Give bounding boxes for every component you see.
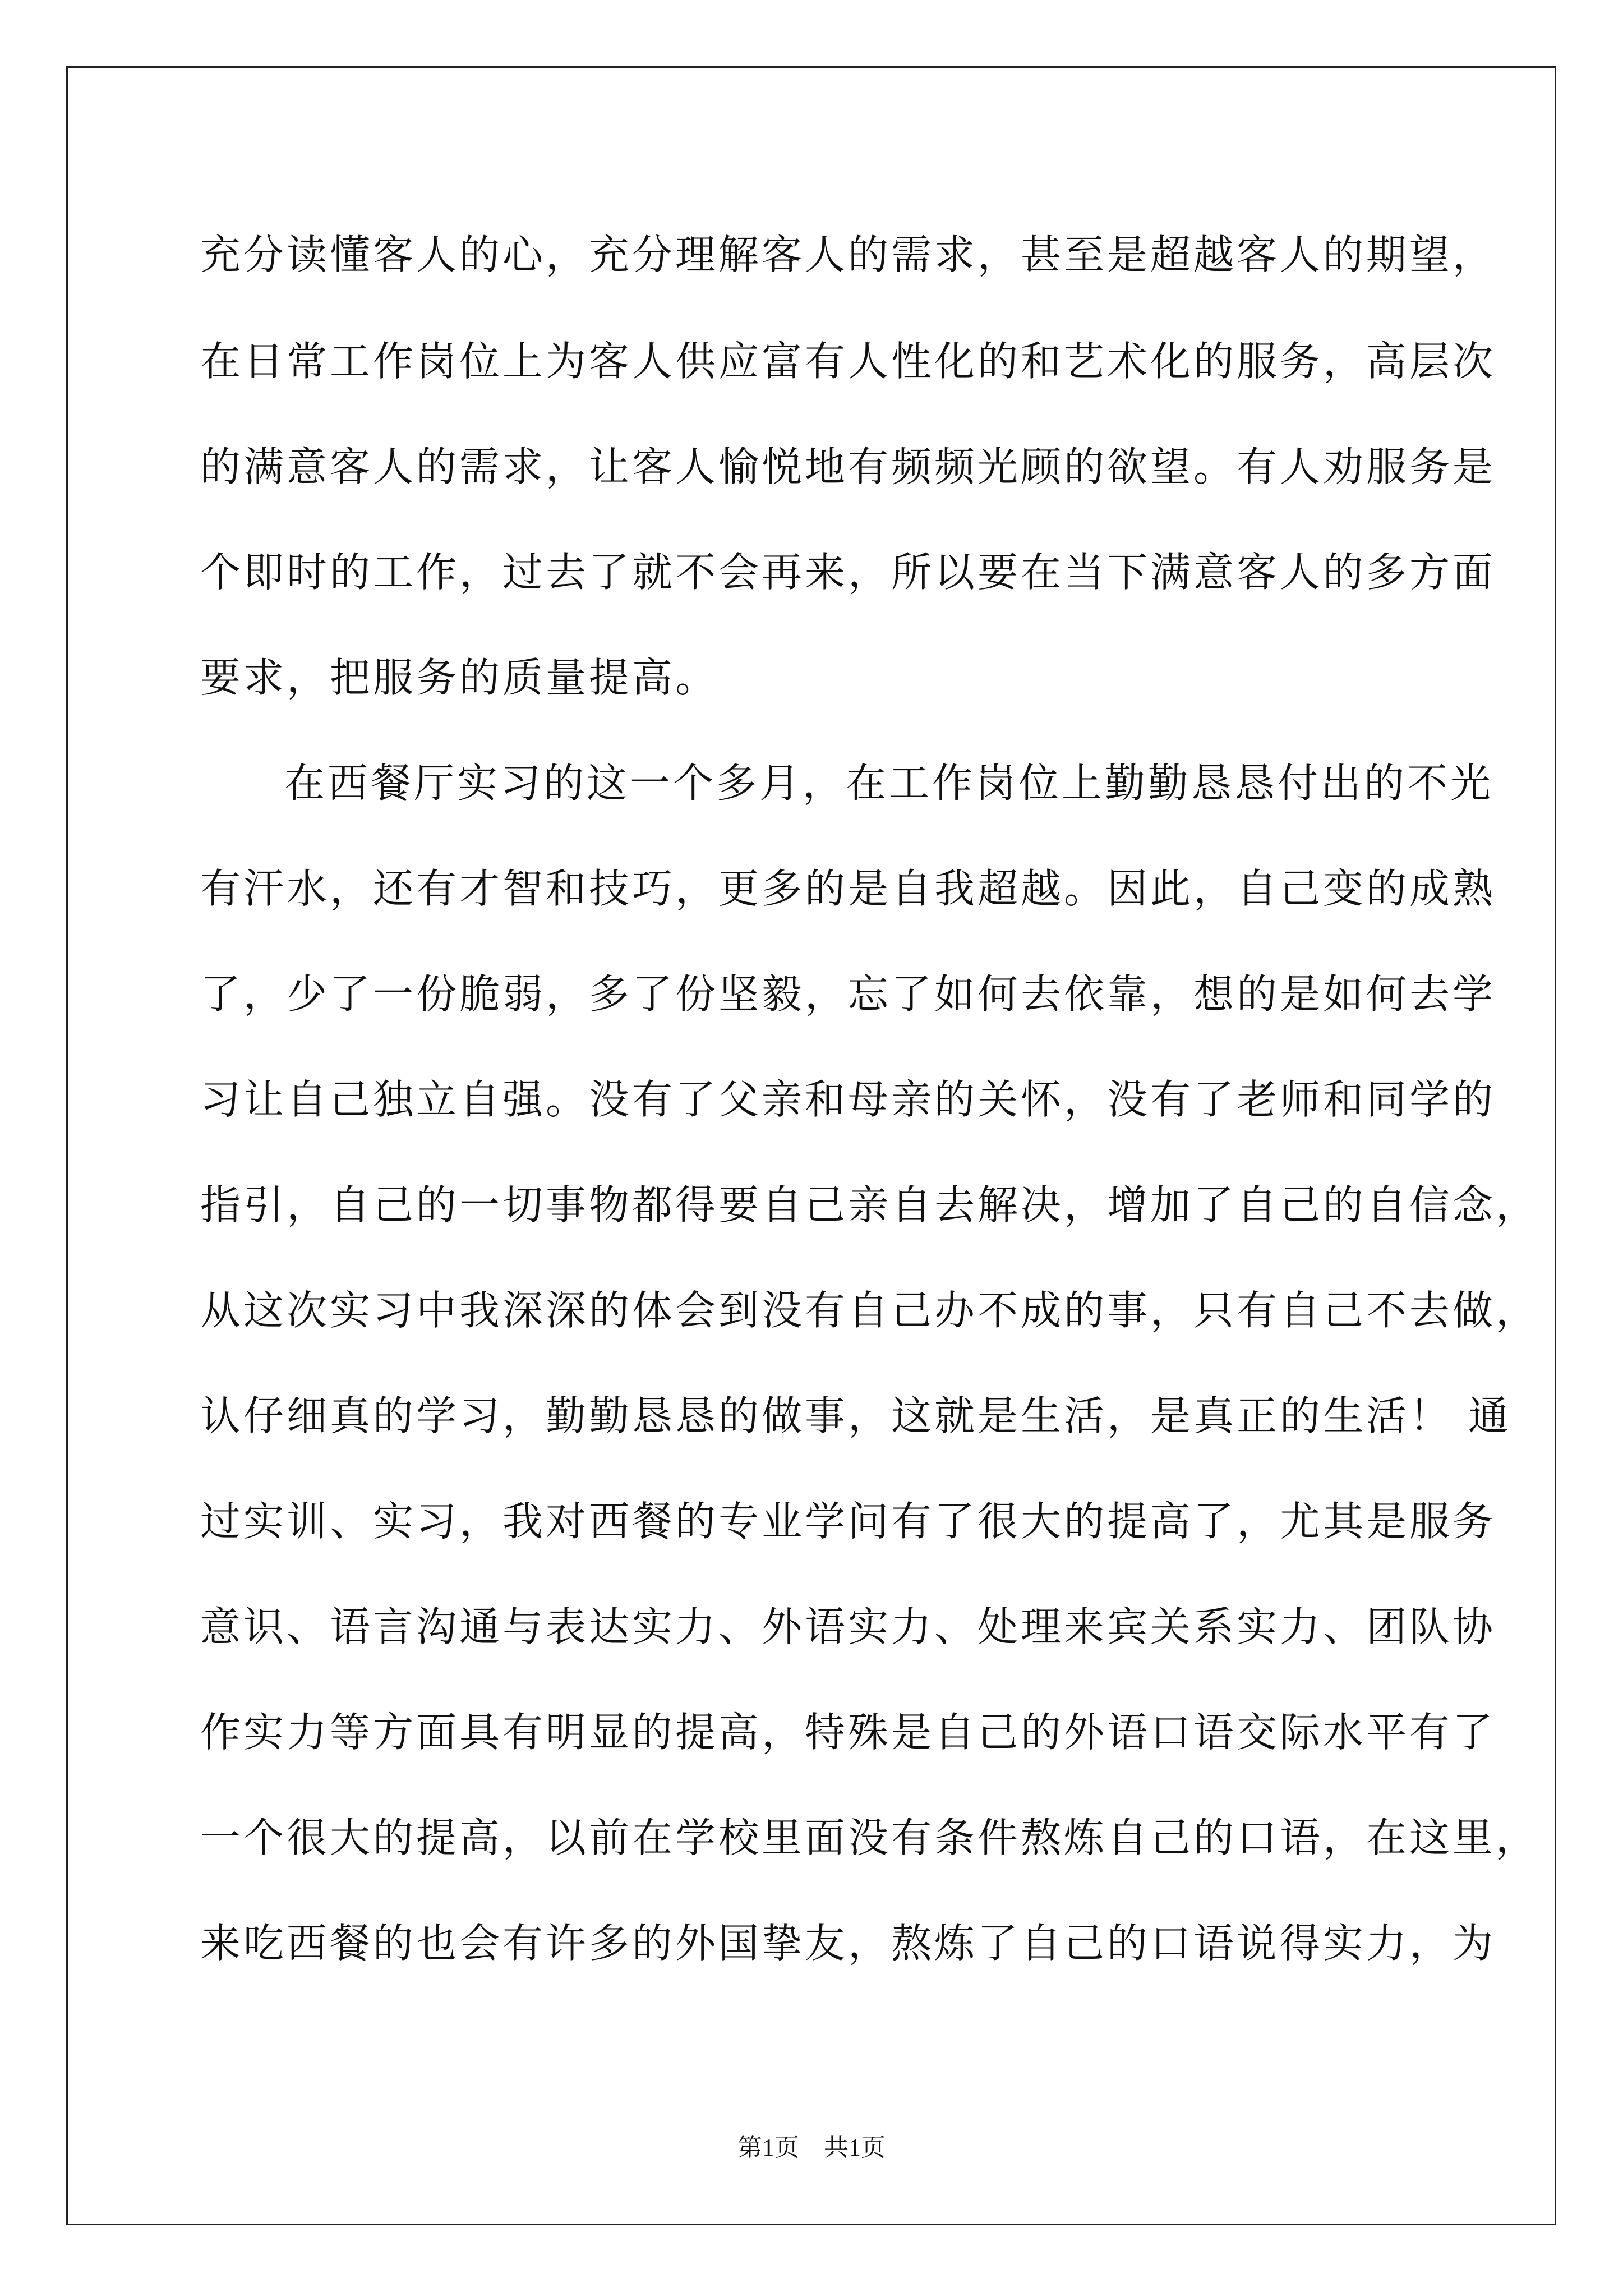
text-line: 认仔细真的学习，勤勤恳恳的做事，这就是生活，是真正的生活！ 通 [200,1392,1511,1439]
text-line: 习让自己独立自强。没有了父亲和母亲的关怀，没有了老师和同学的 [200,1076,1496,1123]
page-number-footer: 第1页 共1页 [737,2134,886,2161]
text-line: 个即时的工作，过去了就不会再来，所以要在当下满意客人的多方面 [200,549,1496,596]
text-line: 来吃西餐的也会有许多的外国挚友，熬炼了自己的口语说得实力，为 [200,1920,1496,1967]
text-line: 从这次实习中我深深的体会到没有自己办不成的事，只有自己不去做， [200,1287,1539,1334]
text-line: 作实力等方面具有明显的提高，特殊是自己的外语口语交际水平有了 [200,1709,1496,1756]
text-line: 过实训、实习，我对西餐的专业学问有了很大的提高了，尤其是服务 [200,1498,1496,1545]
text-line: 的满意客人的需求，让客人愉悦地有频频光顾的欲望。有人劝服务是 [200,443,1496,490]
text-line: 了，少了一份脆弱，多了份坚毅，忘了如何去依靠，想的是如何去学 [200,970,1496,1018]
text-line: 充分读懂客人的心，充分理解客人的需求，甚至是超越客人的期望， [200,231,1496,278]
page-border [66,66,1556,2225]
text-line: 要求，把服务的质量提高。 [200,654,719,701]
text-line: 一个很大的提高，以前在学校里面没有条件熬炼自己的口语，在这里， [200,1814,1539,1861]
text-line: 在西餐厅实习的这一个多月，在工作岗位上勤勤恳恳付出的不光 [284,760,1494,807]
text-line: 指引，自己的一切事物都得要自己亲自去解决，增加了自己的自信念， [200,1181,1539,1228]
text-line: 有汗水，还有才智和技巧，更多的是自我超越。因此，自己变的成熟 [200,865,1496,912]
text-line: 在日常工作岗位上为客人供应富有人性化的和艺术化的服务，高层次 [200,338,1496,385]
text-line: 意识、语言沟通与表达实力、外语实力、处理来宾关系实力、团队协 [200,1603,1496,1650]
